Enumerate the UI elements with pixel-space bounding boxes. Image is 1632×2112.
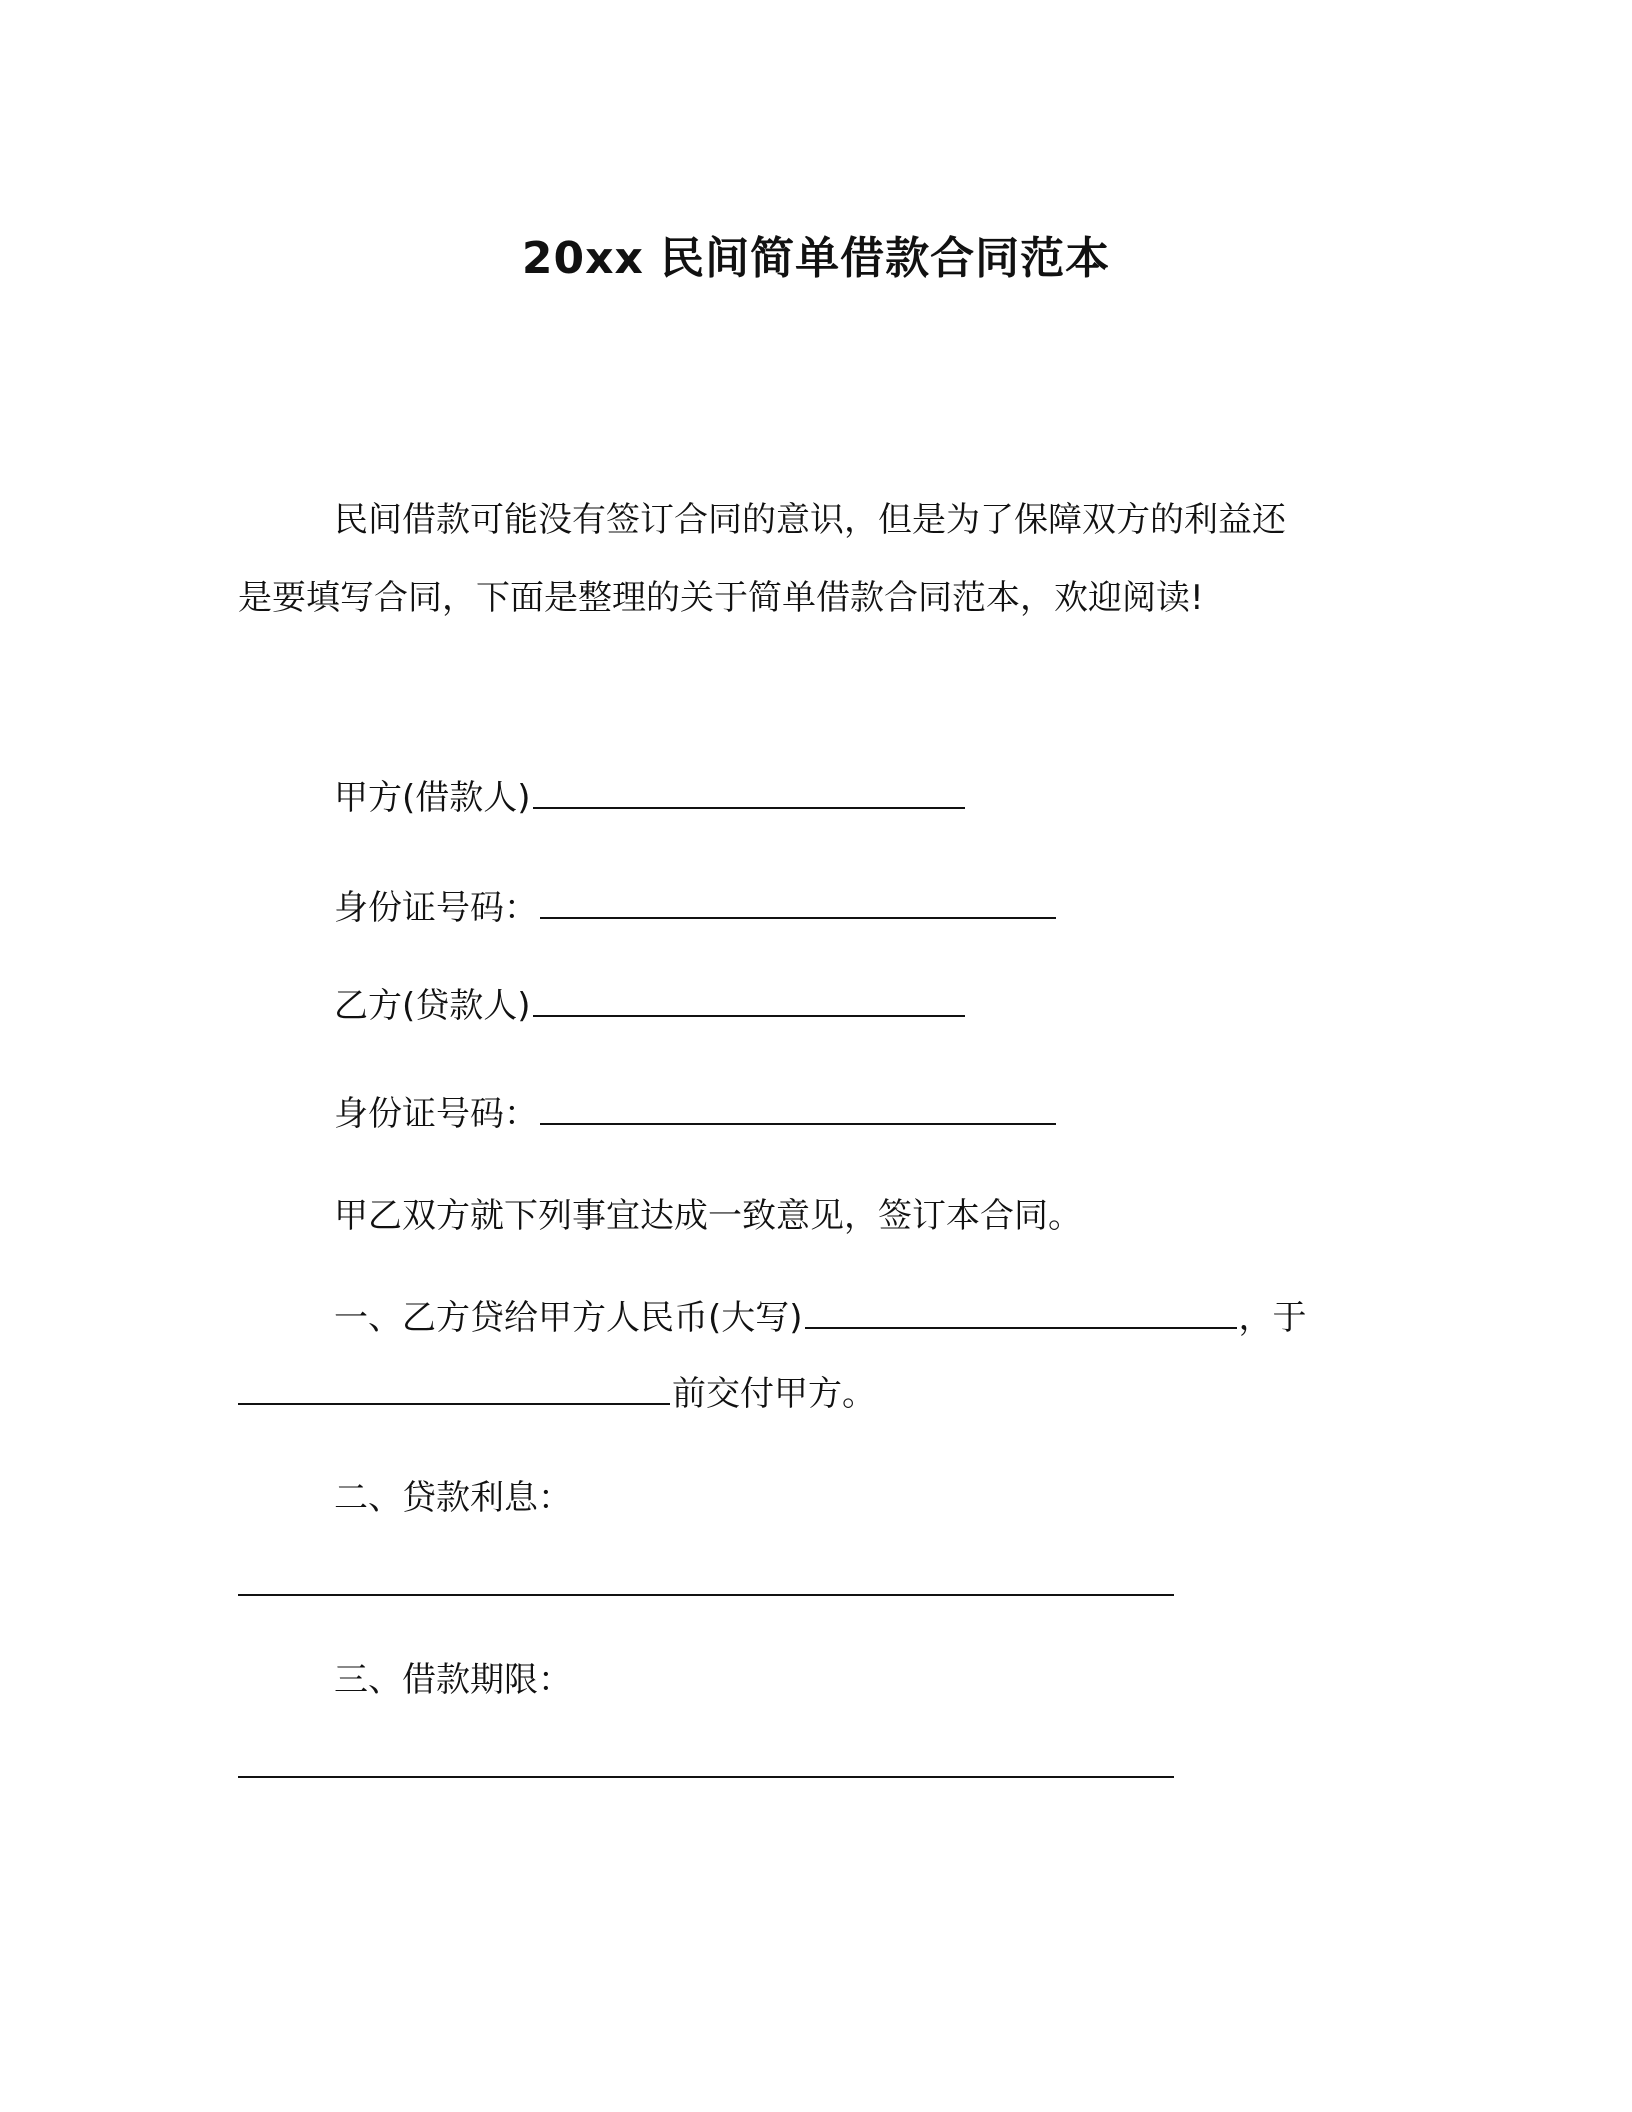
clause-3-row xyxy=(334,1660,572,1700)
party-a-id-label: 身份证号码： xyxy=(334,888,538,928)
clause-1-row-2 xyxy=(238,1374,876,1414)
clause-1-amount-blank[interactable] xyxy=(805,1299,1237,1329)
party-a-label: 甲方(借款人) xyxy=(334,778,531,818)
clause-1-date-blank[interactable] xyxy=(238,1375,670,1405)
clause-1-middle: ，于 xyxy=(1238,1298,1307,1338)
party-a-id-blank[interactable] xyxy=(540,889,1056,919)
agreement-line: 甲乙双方就下列事宜达成一致意见，签订本合同。 xyxy=(334,1196,1082,1236)
clause-1-suffix: 前交付甲方。 xyxy=(672,1374,876,1414)
party-a-blank[interactable] xyxy=(533,779,965,809)
party-b-id-row xyxy=(334,1094,1058,1134)
party-b-id-label: 身份证号码： xyxy=(334,1094,538,1134)
clause-1-prefix: 一、乙方贷给甲方人民币(大写) xyxy=(334,1298,803,1338)
party-a-row xyxy=(334,778,967,818)
party-b-label: 乙方(贷款人) xyxy=(334,986,531,1026)
clause-2-label: 二、贷款利息： xyxy=(334,1478,572,1518)
clause-3-blank[interactable] xyxy=(238,1774,1174,1778)
party-b-row xyxy=(334,986,967,1026)
party-b-id-blank[interactable] xyxy=(540,1095,1056,1125)
intro-line-1: 民间借款可能没有签订合同的意识，但是为了保障双方的利益还 xyxy=(334,500,1286,540)
clause-2-row xyxy=(334,1478,572,1518)
clause-3-label: 三、借款期限： xyxy=(334,1660,572,1700)
clause-2-blank[interactable] xyxy=(238,1592,1174,1596)
party-a-id-row xyxy=(334,888,1058,928)
clause-1-row xyxy=(334,1298,1307,1338)
party-b-blank[interactable] xyxy=(533,987,965,1017)
intro-line-2: 是要填写合同，下面是整理的关于简单借款合同范本，欢迎阅读! xyxy=(238,578,1204,618)
page-title: 20xx 民间简单借款合同范本 xyxy=(521,233,1111,284)
